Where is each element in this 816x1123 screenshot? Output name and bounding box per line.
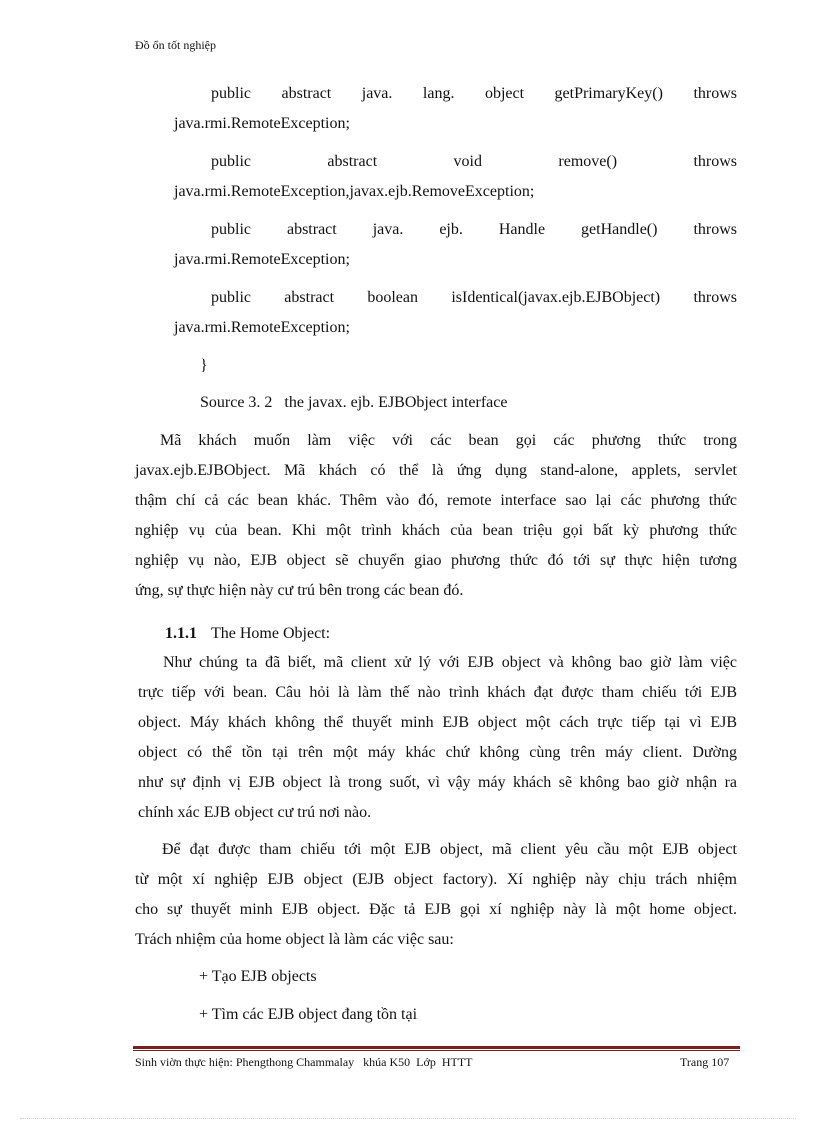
code-line: java.rmi.RemoteException; bbox=[174, 251, 350, 268]
section-heading bbox=[165, 624, 330, 644]
paragraph-line: Trách nhiệm của home object là làm các việc sau: bbox=[135, 931, 454, 948]
code-line: java.rmi.RemoteException; bbox=[174, 115, 350, 132]
paragraph-line: object có thể tồn tại trên một máy khác chứ không cùng trên máy client. Dường bbox=[138, 744, 737, 761]
code-line: public abstract void remove() throws bbox=[211, 153, 737, 170]
paragraph-line: trực tiếp với bean. Câu hỏi là làm thế nào trình khách đạt được tham chiếu tới EJB bbox=[138, 684, 737, 701]
paragraph-line: Mã khách muốn làm việc với các bean gọi các phương thức trong bbox=[160, 432, 737, 449]
paragraph-line: ứng, sự thực hiện này cư trú bên trong các bean đó. bbox=[135, 582, 464, 599]
list-item: + Tìm các EJB object đang tồn tại bbox=[199, 1006, 418, 1023]
paragraph-line: chính xác EJB object cư trú nơi nào. bbox=[138, 804, 372, 821]
paragraph-line: javax.ejb.EJBObject. Mã khách có thể là ứng dụng stand-alone, applets, servlet bbox=[135, 462, 737, 479]
paragraph-line: nghiệp vụ của bean. Khi một trình khách của bean triệu gọi bất kỳ phương thức bbox=[135, 522, 737, 539]
code-caption: Source 3. 2 the javax. ejb. EJBObject interface bbox=[200, 394, 508, 411]
code-line: } bbox=[200, 357, 208, 374]
footer-rule bbox=[133, 1046, 740, 1049]
page-bottom-edge bbox=[20, 1118, 796, 1119]
list-item: + Tạo EJB objects bbox=[199, 968, 317, 985]
section-number: 1.1.1 bbox=[165, 625, 197, 642]
section-title: The Home Object: bbox=[211, 625, 331, 642]
page-header: Đồ ổn tốt nghiệp bbox=[135, 38, 216, 52]
paragraph-line: object. Máy khách không thể thuyết minh EJB object một cách trực tiếp tại vì EJB bbox=[138, 714, 737, 731]
code-line: public abstract java. lang. object getPrimaryKey() throws bbox=[211, 85, 737, 102]
paragraph-line: Để đạt được tham chiếu tới một EJB object, mã client yêu cầu một EJB object bbox=[162, 841, 737, 858]
code-line: public abstract java. ejb. Handle getHandle() throws bbox=[211, 221, 737, 238]
paragraph-line: nghiệp vụ nào, EJB object sẽ chuyển giao phương thức đó tới sự thực hiện tương bbox=[135, 552, 737, 569]
code-line: public abstract boolean isIdentical(javax.ejb.EJBObject) throws bbox=[211, 289, 737, 306]
paragraph-line: từ một xí nghiệp EJB object (EJB object factory). Xí nghiệp này chịu trách nhiệm bbox=[135, 871, 737, 888]
paragraph-line: như sự định vị EJB object là trong suốt, vì vậy máy khách sẽ không bao giờ nhận ra bbox=[138, 774, 737, 791]
footer-author: Sinh viờn thực hiện: Phengthong Chammalay khúa K50 Lớp HTTT bbox=[135, 1055, 473, 1069]
paragraph-line: Như chúng ta đã biết, mã client xử lý với EJB object và không bao giờ làm việc bbox=[163, 654, 737, 671]
code-line: java.rmi.RemoteException,javax.ejb.RemoveException; bbox=[174, 183, 535, 200]
footer-rule bbox=[133, 1050, 740, 1051]
paragraph-line: cho sự thuyết minh EJB object. Đặc tả EJB gọi xí nghiệp này là một home object. bbox=[135, 901, 737, 918]
code-line: java.rmi.RemoteException; bbox=[174, 319, 350, 336]
page-number: Trang 107 bbox=[680, 1055, 730, 1069]
paragraph-line: thậm chí cả các bean khác. Thêm vào đó, remote interface sao lại các phương thức bbox=[135, 492, 737, 509]
